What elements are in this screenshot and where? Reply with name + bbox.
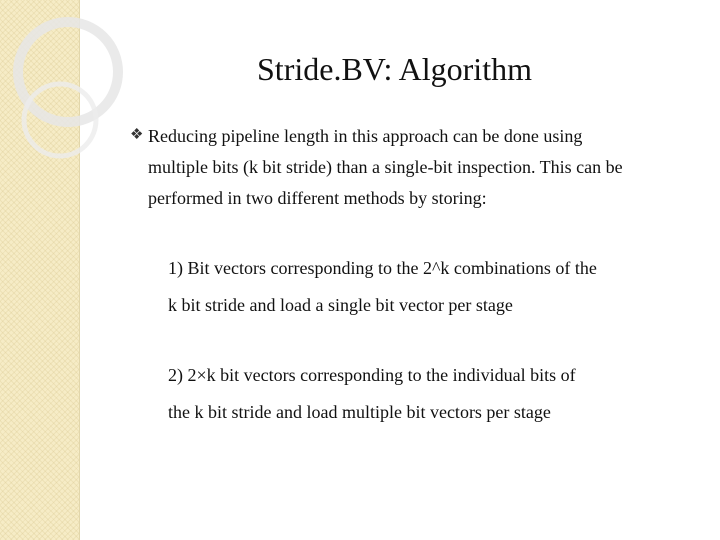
main-bullet-paragraph	[148, 121, 688, 214]
method-item-line: 2) 2×k bit vectors corresponding to the individual bits of	[168, 365, 576, 385]
method-item-line: k bit stride and load a single bit vector per stage	[168, 295, 513, 315]
slide-title: Stride.BV: Algorithm	[257, 51, 532, 87]
paragraph-line: performed in two different methods by storing:	[148, 188, 487, 208]
method-item-1	[168, 250, 688, 324]
paragraph-line: multiple bits (k bit stride) than a single-bit inspection. This can be	[148, 157, 623, 177]
method-item-2	[168, 357, 688, 431]
method-item-line: the k bit stride and load multiple bit vectors per stage	[168, 402, 551, 422]
method-item-line: 1) Bit vectors corresponding to the 2^k combinations of the	[168, 258, 597, 278]
decorative-sidebar	[0, 0, 80, 540]
circle-bullet-icon: ❖	[130, 127, 144, 143]
paragraph-line: Reducing pipeline length in this approach can be done using	[148, 126, 583, 146]
